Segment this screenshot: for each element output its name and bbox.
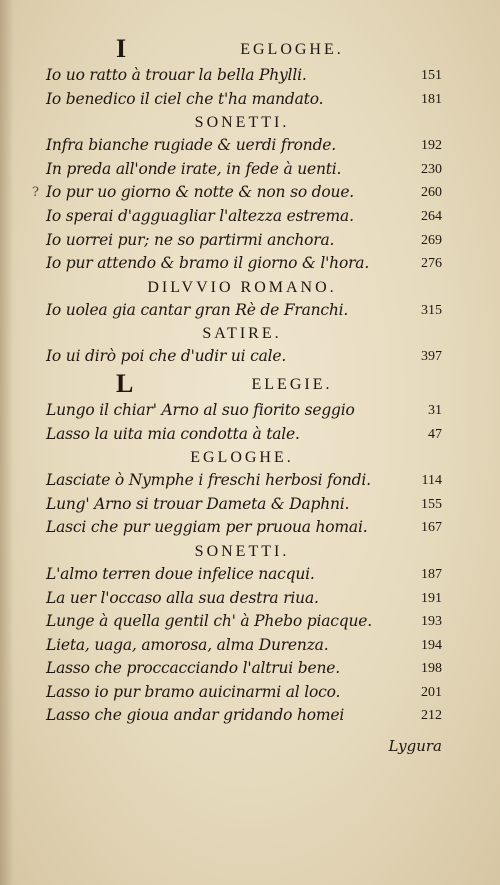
section-initial-i: I <box>116 34 127 63</box>
entry-page: 193 <box>421 614 442 630</box>
section-header-l <box>42 369 442 399</box>
entry-page: 230 <box>421 161 442 177</box>
entry-title: Lung' Arno si trouar Dameta & Daphni. <box>46 494 350 513</box>
entry-page: 201 <box>421 684 442 700</box>
heading-sonetti-2: SONETTI. <box>194 542 290 560</box>
index-entry <box>42 345 442 369</box>
entry-title: Lasso che gioua andar gridando homei <box>46 706 345 725</box>
section-initial-l: L <box>116 368 134 398</box>
entry-page: 31 <box>428 402 442 418</box>
entry-page: 198 <box>421 661 442 677</box>
entry-page: 269 <box>421 232 442 248</box>
index-entry <box>42 158 442 182</box>
entry-page: 191 <box>421 590 442 606</box>
entry-title: Lieta, uaga, amorosa, alma Durenza. <box>46 635 329 654</box>
entry-title: Lasso che proccacciando l'altrui bene. <box>46 659 340 678</box>
entry-title: Io uo ratto à trouar la bella Phylli. <box>46 66 307 84</box>
entry-page: 194 <box>421 637 442 653</box>
index-entry <box>42 229 442 253</box>
entry-title: Io ui dirò poi che d'udir ui cale. <box>46 347 287 366</box>
entry-title: Lasciate ò Nymphe i freschi herbosi fondi. <box>46 471 371 490</box>
entry-title: Lungo il chiar' Arno al suo fiorito seggio <box>46 400 355 419</box>
heading-sonetti: SONETTI. <box>194 114 290 132</box>
index-entry <box>42 493 442 517</box>
index-entry <box>42 299 442 323</box>
entry-title: Io sperai d'agguagliar l'altezza estrema. <box>46 206 354 225</box>
catchword: Lygura <box>388 737 442 756</box>
index-content <box>32 34 442 756</box>
heading-satire: SATIRE. <box>202 325 282 343</box>
entry-page: 155 <box>421 496 442 512</box>
margin-mark: ? <box>32 185 39 201</box>
entry-page: 151 <box>421 68 442 83</box>
page-gutter-shadow <box>0 0 14 885</box>
entry-page: 47 <box>428 426 442 442</box>
entry-title: Io pur uo giorno & notte & non so doue. <box>46 183 355 202</box>
catchword-line <box>42 728 442 756</box>
index-entry <box>42 563 442 587</box>
entry-page: 192 <box>421 138 442 154</box>
entry-title: Infra bianche rugiade & uerdi fronde. <box>46 136 336 155</box>
index-entry <box>42 516 442 540</box>
index-entry <box>42 134 442 158</box>
entry-title: Io uorrei pur; ne so partirmi anchora. <box>46 230 335 249</box>
index-entry <box>42 634 442 658</box>
section-header-i <box>42 34 442 64</box>
index-entry <box>42 64 442 88</box>
entry-page: 167 <box>421 520 442 536</box>
entry-page: 187 <box>421 566 442 582</box>
entry-title: Lasci che pur ueggiam per pruoua homai. <box>46 518 368 537</box>
entry-page: 315 <box>421 302 442 318</box>
heading-egloghe-2: EGLOGHE. <box>190 449 294 467</box>
index-entry <box>42 423 442 447</box>
heading-diluvio-romano: DILVVIO ROMANO. <box>147 278 337 296</box>
index-entry <box>42 704 442 728</box>
entry-page: 397 <box>421 349 442 365</box>
index-entry <box>42 587 442 611</box>
entry-page: 212 <box>421 708 442 724</box>
index-entry <box>42 469 442 493</box>
index-entry <box>42 610 442 634</box>
entry-title: Lasso io pur bramo auicinarmi al loco. <box>46 682 341 701</box>
entry-page: 181 <box>421 91 442 107</box>
index-entry <box>42 88 442 112</box>
entry-page: 276 <box>421 256 442 272</box>
entry-title: In preda all'onde irate, in fede à uenti. <box>46 159 342 178</box>
entry-page: 260 <box>421 185 442 201</box>
entry-title: Lasso la uita mia condotta à tale. <box>46 424 300 443</box>
index-entry <box>42 252 442 276</box>
heading-egloghe: EGLOGHE. <box>240 41 344 58</box>
heading-elegie: ELEGIE. <box>251 375 333 393</box>
index-entry <box>42 205 442 229</box>
index-entry <box>32 181 442 205</box>
entry-title: La uer l'occaso alla sua destra riua. <box>46 588 319 607</box>
entry-title: Io uolea gia cantar gran Rè de Franchi. <box>46 300 349 319</box>
index-entry <box>42 657 442 681</box>
index-entry <box>42 681 442 705</box>
entry-title: Lunge à quella gentil ch' à Phebo piacque. <box>46 612 372 631</box>
entry-page: 114 <box>421 473 442 489</box>
entry-title: L'almo terren doue infelice nacqui. <box>46 564 315 583</box>
entry-title: Io pur attendo & bramo il giorno & l'hora. <box>46 254 370 273</box>
index-entry <box>42 399 442 423</box>
entry-page: 264 <box>421 208 442 224</box>
entry-title: Io benedico il ciel che t'ha mandato. <box>46 89 324 108</box>
